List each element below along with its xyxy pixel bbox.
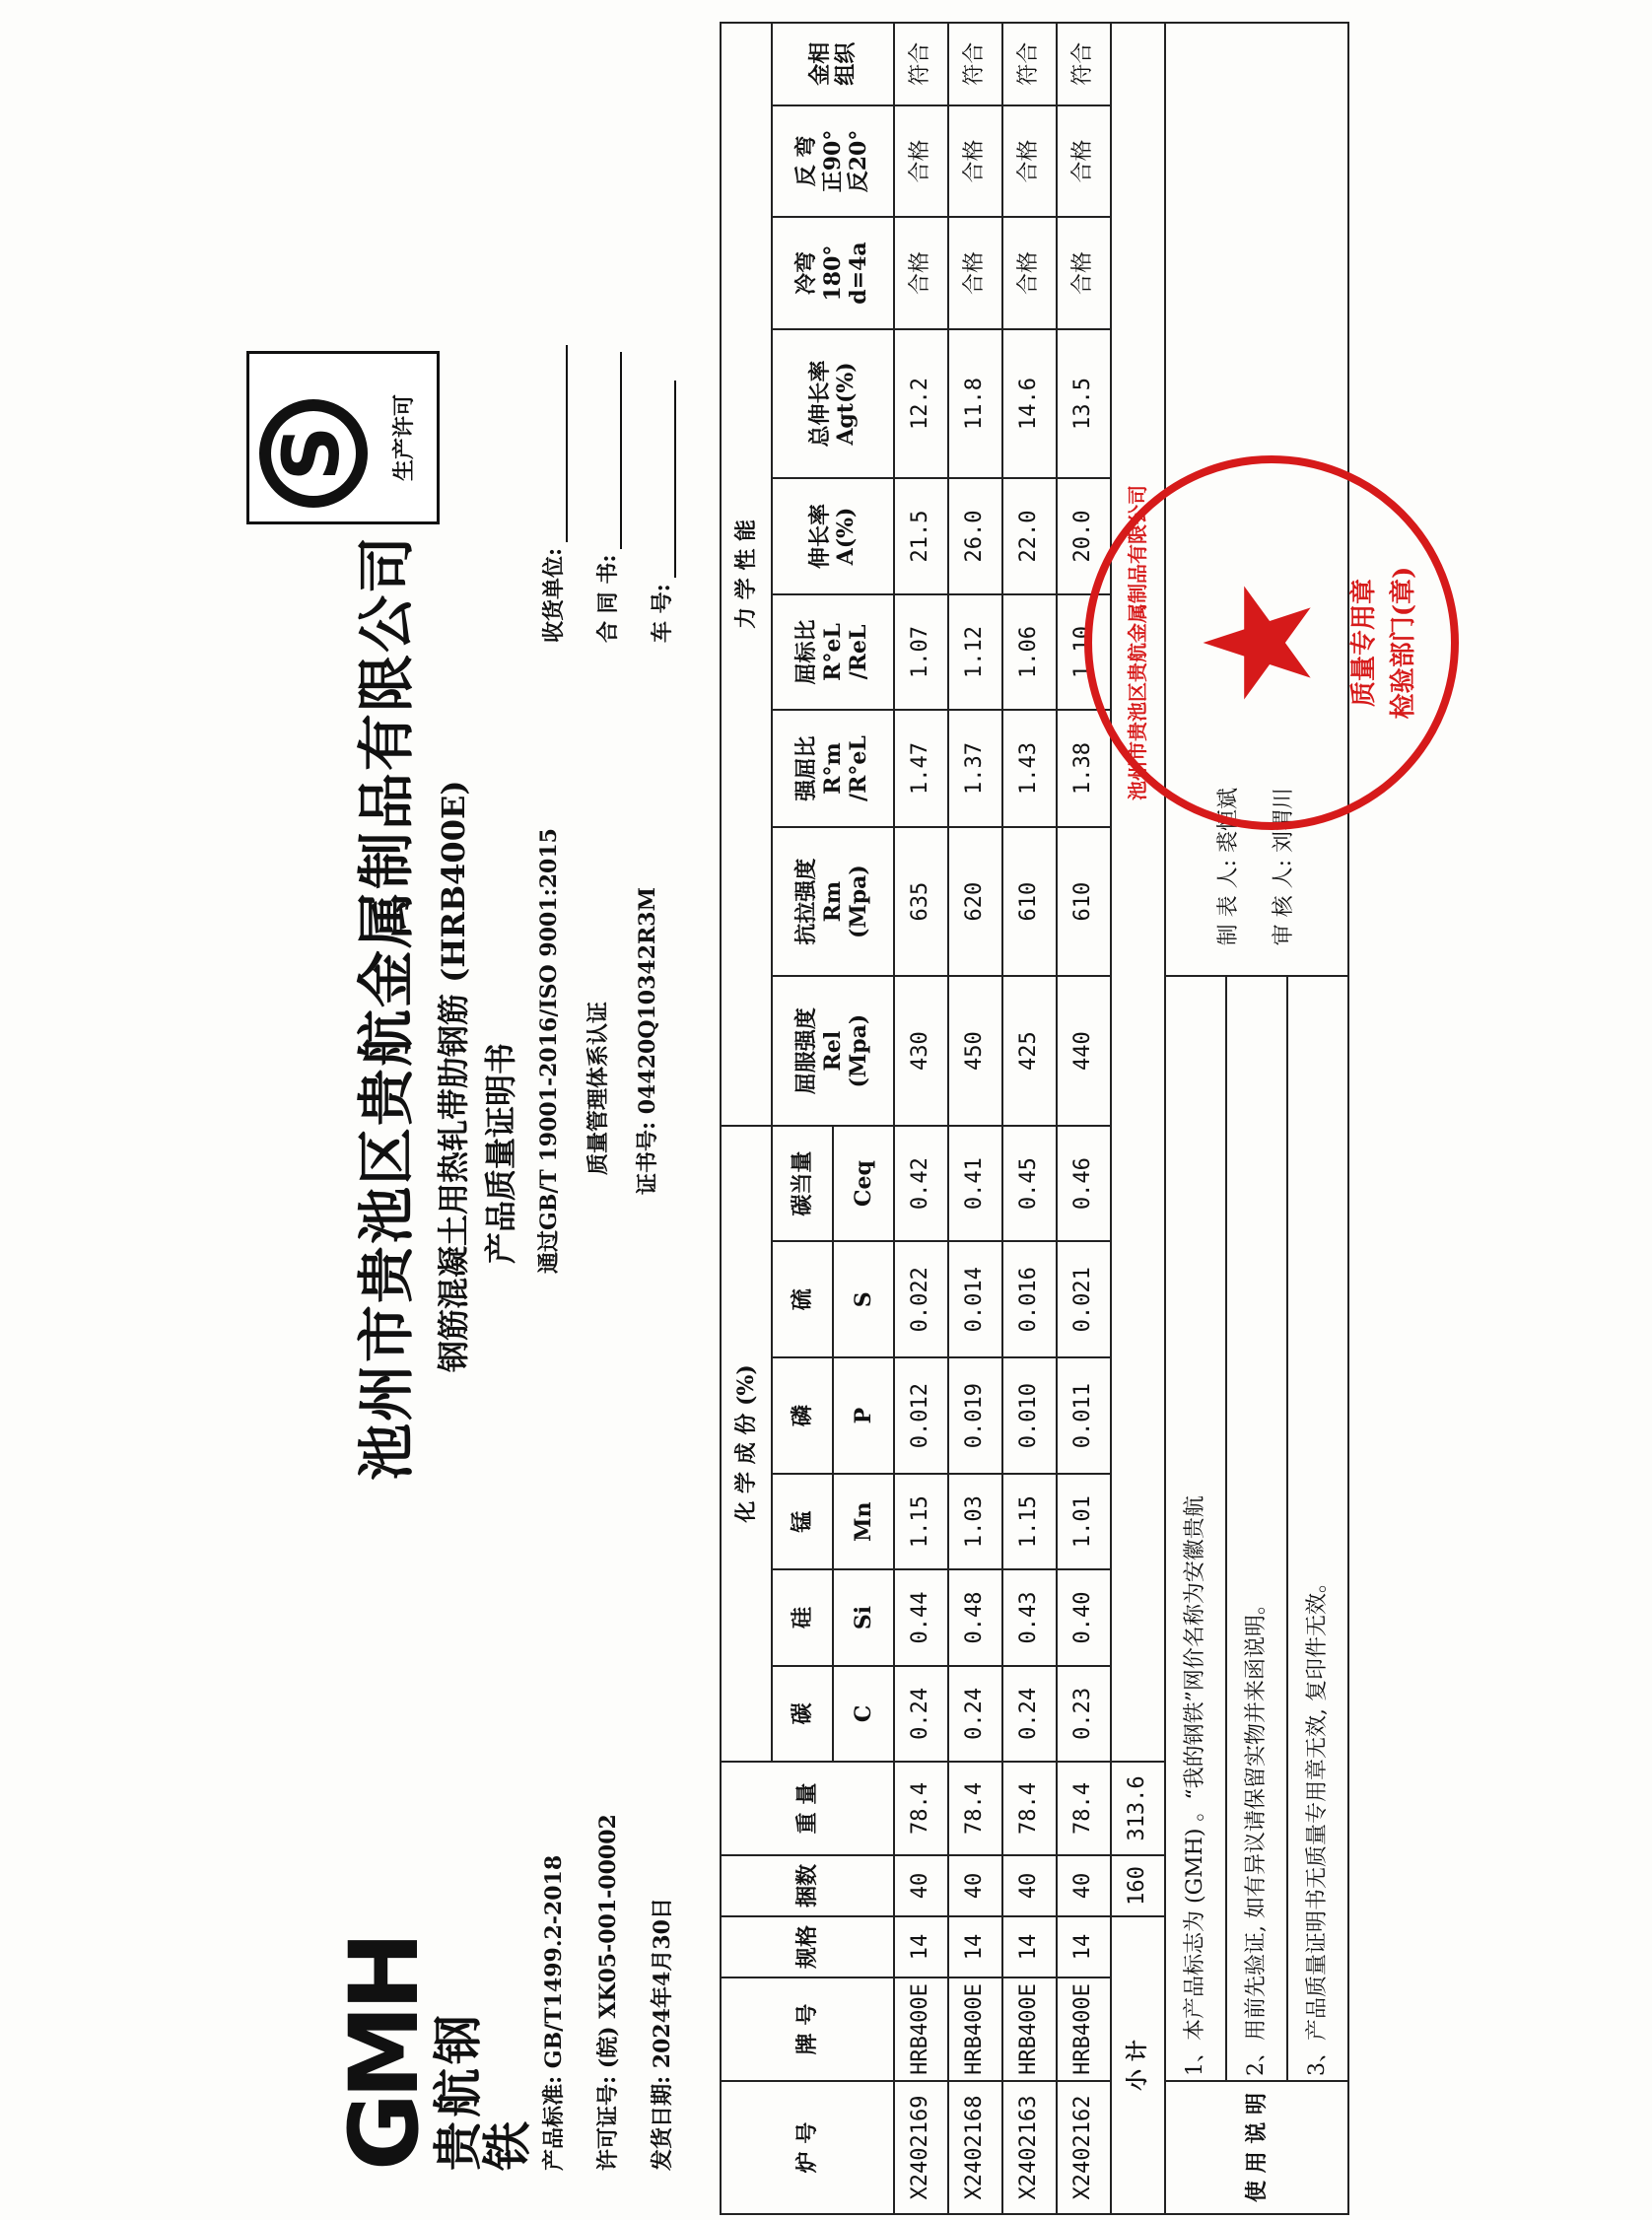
cell-furnace: X2402168	[948, 2081, 1002, 2214]
cell-weight: 78.4	[948, 1762, 1002, 1855]
date-value: 2024年4月30日	[650, 1898, 675, 2069]
cell-r2: 1.07	[894, 594, 948, 710]
cell-agt: 12.2	[894, 329, 948, 478]
th-si-sym: Si	[833, 1569, 894, 1665]
th-rel: 屈服强度 Rel (Mpa)	[772, 976, 894, 1125]
product-title: 钢筋混凝土用热轧带肋钢筋 (HRB400E)	[435, 780, 472, 1372]
cell-p: 0.012	[894, 1357, 948, 1474]
cell-bundles: 40	[894, 1855, 948, 1916]
th-weight: 重 量	[721, 1762, 894, 1855]
seal-department: 检验部门(章)	[1389, 566, 1418, 720]
th-ratio1: 强屈比 R°m /R°eL	[772, 710, 894, 827]
license-value: (皖) XK05-001-00002	[595, 1814, 621, 2069]
th-ceq: 碳当量	[772, 1126, 833, 1241]
cell-r1: 1.37	[948, 710, 1002, 827]
th-grade: 牌 号	[721, 1977, 894, 2081]
seal-side: 质量专用章	[1349, 579, 1379, 708]
th-cold-bend: 冷弯 180° d=4a	[772, 217, 894, 328]
cell-rev: 合格	[1057, 105, 1111, 218]
subtotal-weight: 313.6	[1111, 1762, 1165, 1855]
cell-rev: 合格	[948, 105, 1002, 218]
company-title: 池州市贵池区贵航金属制品有限公司	[353, 533, 420, 1481]
cell-spec: 14	[1002, 1916, 1057, 1977]
inspection-seal	[1084, 455, 1459, 830]
cell-rel: 450	[948, 976, 1002, 1125]
cell-r1: 1.38	[1057, 710, 1111, 827]
cell-a: 21.5	[894, 478, 948, 593]
table-row	[1002, 23, 1057, 2214]
cell-s: 0.014	[948, 1241, 1002, 1357]
cell-weight: 78.4	[1002, 1762, 1057, 1855]
th-rm: 抗拉强度 Rm (Mpa)	[772, 827, 894, 976]
cell-si: 0.48	[948, 1569, 1002, 1665]
qs-production-license-mark	[246, 351, 440, 524]
cell-spec: 14	[894, 1916, 948, 1977]
standard-value: GB/T1499.2-2018	[541, 1854, 567, 2069]
cell-cold: 合格	[1002, 217, 1057, 328]
th-c-sym: C	[833, 1666, 894, 1762]
th-p: 磷	[772, 1357, 833, 1474]
gmh-logo	[329, 1937, 536, 2171]
meta-standard: 产品标准: GB/T1499.2-2018	[541, 1854, 567, 2171]
cell-r2: 1.10	[1057, 594, 1111, 710]
th-reverse-bend: 反 弯 正90° 反20°	[772, 105, 894, 218]
cell-p: 0.010	[1002, 1357, 1057, 1474]
seal-star-icon: ★	[1174, 576, 1345, 710]
cell-furnace: X2402163	[1002, 2081, 1057, 2214]
cell-c: 0.23	[1057, 1666, 1111, 1762]
cell-rm: 610	[1002, 827, 1057, 976]
th-furnace: 炉 号	[721, 2081, 894, 2214]
cell-r2: 1.06	[1002, 594, 1057, 710]
iso-line-2: 质量管理体系认证	[585, 1001, 611, 1175]
cell-metal: 符合	[894, 23, 948, 105]
th-metallography: 金相 组织	[772, 23, 894, 105]
th-spec: 规格	[721, 1916, 894, 1977]
receiver-unit: 收货单位:	[537, 345, 568, 643]
logo-mark: GMH	[329, 1937, 440, 2171]
th-elongation: 伸长率 A(%)	[772, 478, 894, 593]
cell-cold: 合格	[948, 217, 1002, 328]
iso-line-1: 通过GB/T 19001-2016/ISO 9001:2015	[536, 828, 562, 1274]
subtotal-empty	[1111, 23, 1165, 1762]
receiver-car: 车 号:	[646, 381, 676, 643]
cell-rel: 425	[1002, 976, 1057, 1125]
maker-row: 制 表 人: 裘恒斌	[1215, 787, 1241, 946]
th-p-sym: P	[833, 1357, 894, 1474]
document-title: 产品质量证明书	[482, 1042, 519, 1264]
quality-table	[720, 22, 1349, 2215]
th-c: 碳	[772, 1666, 833, 1762]
th-chem-group: 化 学 成 份 (%)	[721, 1126, 772, 1762]
th-mech-group: 力 学 性 能	[721, 23, 772, 1126]
cell-agt: 14.6	[1002, 329, 1057, 478]
cell-weight: 78.4	[1057, 1762, 1111, 1855]
cell-rel: 440	[1057, 976, 1111, 1125]
cell-r1: 1.43	[1002, 710, 1057, 827]
subtotal-bundles: 160	[1111, 1855, 1165, 1916]
cell-ceq: 0.45	[1002, 1126, 1057, 1241]
cell-a: 20.0	[1057, 478, 1111, 593]
receiver-car-line	[654, 381, 676, 578]
th-ratio2: 屈标比 R°eL /ReL	[772, 594, 894, 710]
cell-si: 0.44	[894, 1569, 948, 1665]
th-s-sym: S	[833, 1241, 894, 1357]
qs-s-icon: S	[259, 399, 368, 508]
th-bundles: 捆数	[721, 1855, 894, 1916]
cell-mn: 1.03	[948, 1474, 1002, 1569]
cell-mn: 1.01	[1057, 1474, 1111, 1569]
meta-date: 发货日期: 2024年4月30日	[650, 1898, 675, 2171]
cell-rm: 635	[894, 827, 948, 976]
maker-name: 裘恒斌	[1215, 787, 1241, 853]
cell-metal: 符合	[1057, 23, 1111, 105]
iso-cert-number: 证书号: 04420Q10342R3M	[635, 887, 660, 1195]
cell-r1: 1.47	[894, 710, 948, 827]
cell-c: 0.24	[1002, 1666, 1057, 1762]
cell-mn: 1.15	[894, 1474, 948, 1569]
cell-s: 0.022	[894, 1241, 948, 1357]
table-row	[948, 23, 1002, 2214]
note-3: 3、产品质量证明书无质量专用章无效, 复印件无效。	[1287, 976, 1348, 2081]
cell-s: 0.021	[1057, 1241, 1111, 1357]
cell-p: 0.019	[948, 1357, 1002, 1474]
checker-name: 刘渭川	[1272, 787, 1296, 853]
cell-c: 0.24	[894, 1666, 948, 1762]
subtotal-label: 小 计	[1111, 1916, 1165, 2214]
cell-rev: 合格	[1002, 105, 1057, 218]
table-row	[894, 23, 948, 2214]
th-total-elongation: 总伸长率 Agt(%)	[772, 329, 894, 478]
th-ceq-sym: Ceq	[833, 1126, 894, 1241]
th-mn: 锰	[772, 1474, 833, 1569]
cell-r2: 1.12	[948, 594, 1002, 710]
th-mn-sym: Mn	[833, 1474, 894, 1569]
cell-agt: 11.8	[948, 329, 1002, 478]
cell-c: 0.24	[948, 1666, 1002, 1762]
cell-weight: 78.4	[894, 1762, 948, 1855]
note-1: 1、本产品标志为 (GMH) 。“我的钢铁”网价名称为安徽贵航	[1165, 976, 1226, 2081]
qs-label: 生产许可	[391, 394, 417, 482]
cell-cold: 合格	[1057, 217, 1111, 328]
receiver-contract: 合 同 书:	[591, 352, 622, 643]
notes-label: 使 用 说 明	[1165, 2081, 1348, 2214]
cell-ceq: 0.46	[1057, 1126, 1111, 1241]
cell-rm: 610	[1057, 827, 1111, 976]
cell-grade: HRB400E	[1057, 1977, 1111, 2081]
cell-p: 0.011	[1057, 1357, 1111, 1474]
receiver-unit-line	[546, 345, 568, 542]
cell-furnace: X2402162	[1057, 2081, 1111, 2214]
cell-furnace: X2402169	[894, 2081, 948, 2214]
cell-cold: 合格	[894, 217, 948, 328]
cell-spec: 14	[1057, 1916, 1111, 1977]
cell-agt: 13.5	[1057, 329, 1111, 478]
cell-grade: HRB400E	[894, 1977, 948, 2081]
cell-ceq: 0.41	[948, 1126, 1002, 1241]
cell-s: 0.016	[1002, 1241, 1057, 1357]
cell-a: 26.0	[948, 478, 1002, 593]
note-2: 2、用前先验证, 如有异议请保留实物并来函说明。	[1226, 976, 1287, 2081]
th-si: 硅	[772, 1569, 833, 1665]
cell-grade: HRB400E	[1002, 1977, 1057, 2081]
cell-rel: 430	[894, 976, 948, 1125]
cell-grade: HRB400E	[948, 1977, 1002, 2081]
cell-ceq: 0.42	[894, 1126, 948, 1241]
table-rows	[894, 23, 1111, 2214]
cell-bundles: 40	[1002, 1855, 1057, 1916]
cell-si: 0.43	[1002, 1569, 1057, 1665]
cell-mn: 1.15	[1002, 1474, 1057, 1569]
checker-row: 审 核 人: 刘渭川	[1272, 787, 1296, 946]
cell-a: 22.0	[1002, 478, 1057, 593]
seal-company: 池州市贵池区贵航金属制品有限公司	[1126, 485, 1149, 800]
th-s: 硫	[772, 1241, 833, 1357]
cell-rev: 合格	[894, 105, 948, 218]
cell-bundles: 40	[1057, 1855, 1111, 1916]
cell-bundles: 40	[948, 1855, 1002, 1916]
cell-si: 0.40	[1057, 1569, 1111, 1665]
cell-spec: 14	[948, 1916, 1002, 1977]
cell-metal: 符合	[948, 23, 1002, 105]
receiver-contract-line	[600, 352, 622, 549]
meta-license: 许可证号: (皖) XK05-001-00002	[595, 1814, 621, 2171]
cell-metal: 符合	[1002, 23, 1057, 105]
brand-name: 贵航钢铁	[430, 2011, 536, 2171]
cell-rm: 620	[948, 827, 1002, 976]
table-row	[1057, 23, 1111, 2214]
